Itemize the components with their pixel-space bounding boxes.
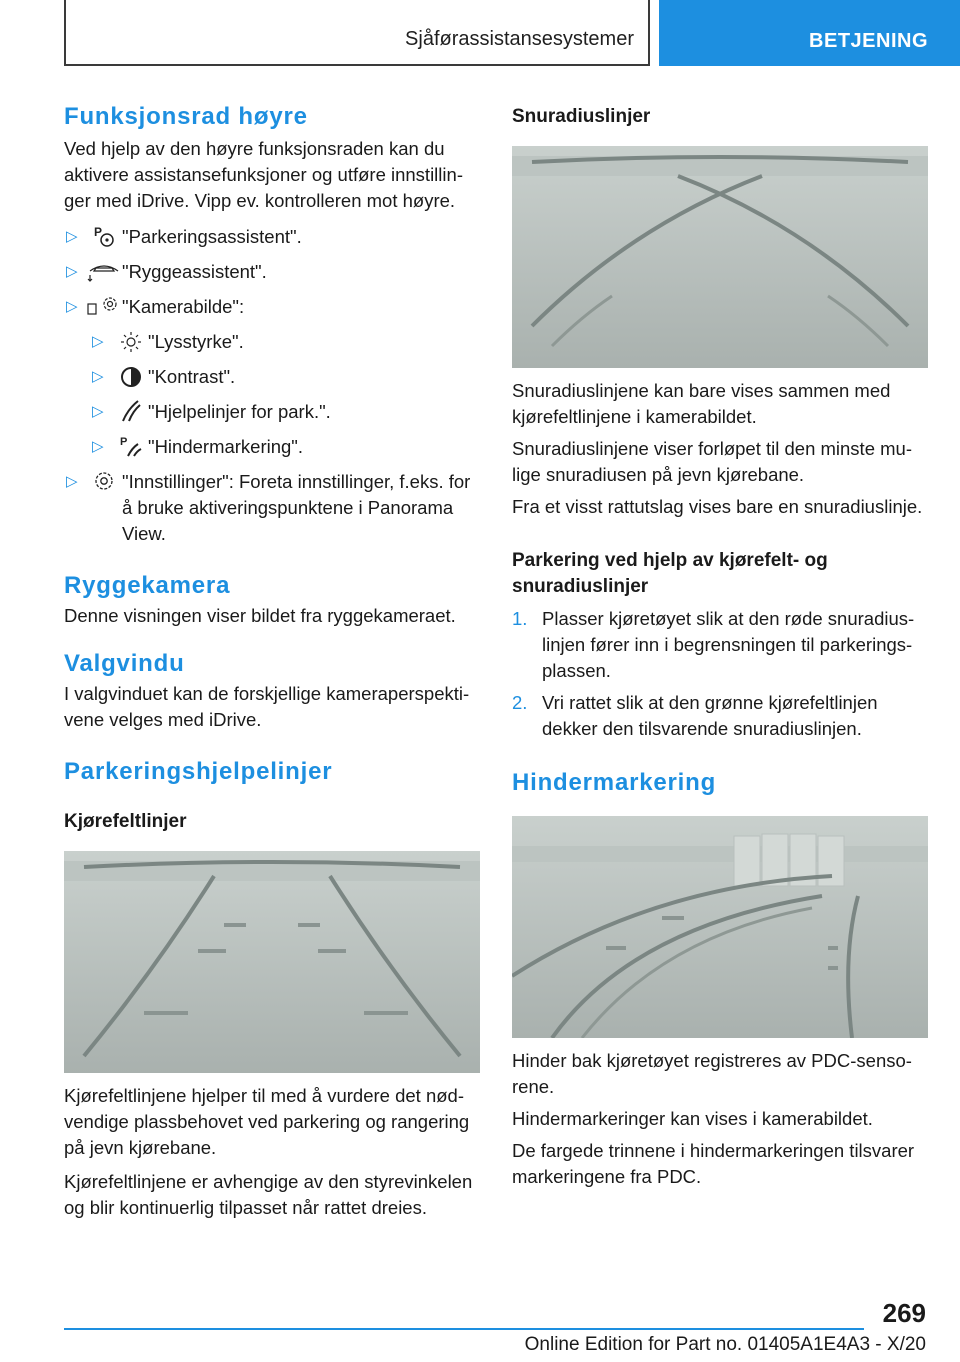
list-item-camera-image (64, 294, 480, 320)
kjorefelt-para-2: Kjørefeltlinjene er avhengige av den styrevinkelen og blir kontinuerlig tilpasset når rattet dreies. (64, 1171, 473, 1218)
step-number: 2. (512, 692, 528, 713)
kjorefelt-para-1: Kjørefeltlinjene hjelper til med å vurdere det nødvendige plassbehovet ved parkering og rangering på jevn kjørebane. (64, 1085, 470, 1158)
bullet-triangle-icon: ▷ (92, 333, 104, 350)
left-column (64, 100, 480, 1221)
parking-steps (512, 606, 928, 742)
sublist-item-contrast (90, 364, 480, 390)
lane-lines-illustration (64, 851, 480, 1073)
bullet-triangle-icon: ▷ (66, 473, 78, 490)
reversing-assistant-icon (86, 259, 122, 283)
hinder-para-3: De fargede trinnene i hindermarkeringen tilsvarer markeringene fra PDC. (512, 1140, 915, 1187)
sublist-item-label: "Lysstyrke". (148, 331, 244, 352)
obstacle-marking-icon (120, 434, 142, 458)
sublist-item-label: "Hindermarkering". (148, 436, 304, 457)
page-number: 269 (882, 1298, 926, 1328)
heading-funksjonsrad: Funksjonsrad høyre (64, 103, 308, 130)
bullet-triangle-icon: ▷ (92, 368, 104, 385)
header-title: Sjåførassistansesystemer (405, 28, 634, 50)
heading-parkeringshjelpelinjer: Parkeringshjelpelinjer (64, 758, 333, 785)
camera-settings-icon (86, 294, 120, 318)
footer-edition: Online Edition for Part no. 01405A1E4A3 - X/20 (524, 1334, 926, 1355)
sublist-item-label: "Kontrast". (148, 366, 236, 387)
snu-para-2: Snuradiuslinjene viser forløpet til den minste mulige snuradiusen på jevn kjørebane. (512, 438, 912, 485)
sublist-item-label: "Hjelpelinjer for park.". (148, 401, 331, 422)
ryggekamera-text: Denne visningen viser bildet fra ryggekameraet. (64, 605, 456, 626)
section-tab-label: BETJENING (809, 30, 928, 52)
list-item-parking-assistant (64, 224, 480, 250)
obstacle-marking-illustration (512, 816, 928, 1038)
svg-text:P: P (94, 225, 103, 239)
bullet-triangle-icon: ▷ (92, 438, 104, 455)
contrast-icon (120, 366, 142, 388)
bullet-triangle-icon: ▷ (66, 228, 78, 245)
snu-para-1: Snuradiuslinjene kan bare vises sammen med kjørefeltlinjene i kamerabildet. (512, 380, 891, 427)
bullet-triangle-icon: ▷ (66, 298, 78, 315)
step-text: Vri rattet slik at den grønne kjørefeltlinjen dekker den tilsvarende snuradiuslinjen. (542, 692, 878, 739)
parking-assistant-icon (92, 224, 116, 248)
gear-icon (92, 469, 116, 493)
hinder-para-2: Hindermarkeringer kan vises i kamerabildet. (512, 1108, 873, 1129)
parking-lines-icon (120, 399, 142, 423)
turning-radius-illustration (512, 146, 928, 368)
sublist-item-brightness (90, 329, 480, 355)
snu-para-3: Fra et visst rattutslag vises bare en snuradiuslinje. (512, 496, 923, 517)
list-item-label: "Kamerabilde": (122, 296, 245, 317)
list-item-settings (64, 469, 480, 547)
heading-ryggekamera: Ryggekamera (64, 572, 231, 599)
bullet-triangle-icon: ▷ (66, 263, 78, 280)
settings-list (64, 469, 480, 547)
camera-sublist (64, 329, 480, 460)
step-text: Plasser kjøretøyet slik at den røde snuradiuslinjen fører inn i begrensningen til parkeringsplassen. (542, 608, 915, 681)
svg-text:P: P (120, 436, 128, 448)
list-item-label: "Ryggeassistent". (122, 261, 267, 282)
list-item-label: "Innstillinger": Foreta innstillinger, f.eks. for å bruke aktiveringspunktene i Panorama View. (122, 471, 471, 544)
hinder-para-1: Hinder bak kjøretøyet registreres av PDC-sensorene. (512, 1050, 912, 1097)
funksjonsrad-intro: Ved hjelp av den høyre funksjonsraden kan du aktivere assistansefunksjoner og utføre innstillinger med iDrive. Vipp ev. kontrolleren mot høyre. (64, 138, 463, 211)
valgvindu-text: I valgvinduet kan de forskjellige kameraperspektivene velges med iDrive. (64, 683, 470, 730)
list-item-reversing-assistant (64, 259, 480, 285)
subheading-parkering: Parkering ved hjelp av kjørefelt- og snuradiuslinjer (512, 550, 828, 597)
step-number: 1. (512, 608, 528, 629)
subheading-kjorefeltlinjer: Kjørefeltlinjer (64, 811, 187, 832)
sublist-item-obstacle-marking (90, 434, 480, 460)
list-item-label: "Parkeringsassistent". (122, 226, 302, 247)
step-item (512, 690, 928, 742)
footer-rule (64, 1328, 864, 1330)
sublist-item-parking-lines (90, 399, 480, 425)
section-tab (659, 0, 960, 66)
subheading-snuradiuslinjer: Snuradiuslinjer (512, 106, 651, 127)
heading-valgvindu: Valgvindu (64, 650, 185, 677)
step-item (512, 606, 928, 684)
right-column (512, 100, 928, 1190)
header-title-box (64, 0, 650, 66)
function-list (64, 224, 480, 320)
brightness-icon (120, 331, 142, 353)
heading-hindermarkering: Hindermarkering (512, 769, 717, 796)
bullet-triangle-icon: ▷ (92, 403, 104, 420)
